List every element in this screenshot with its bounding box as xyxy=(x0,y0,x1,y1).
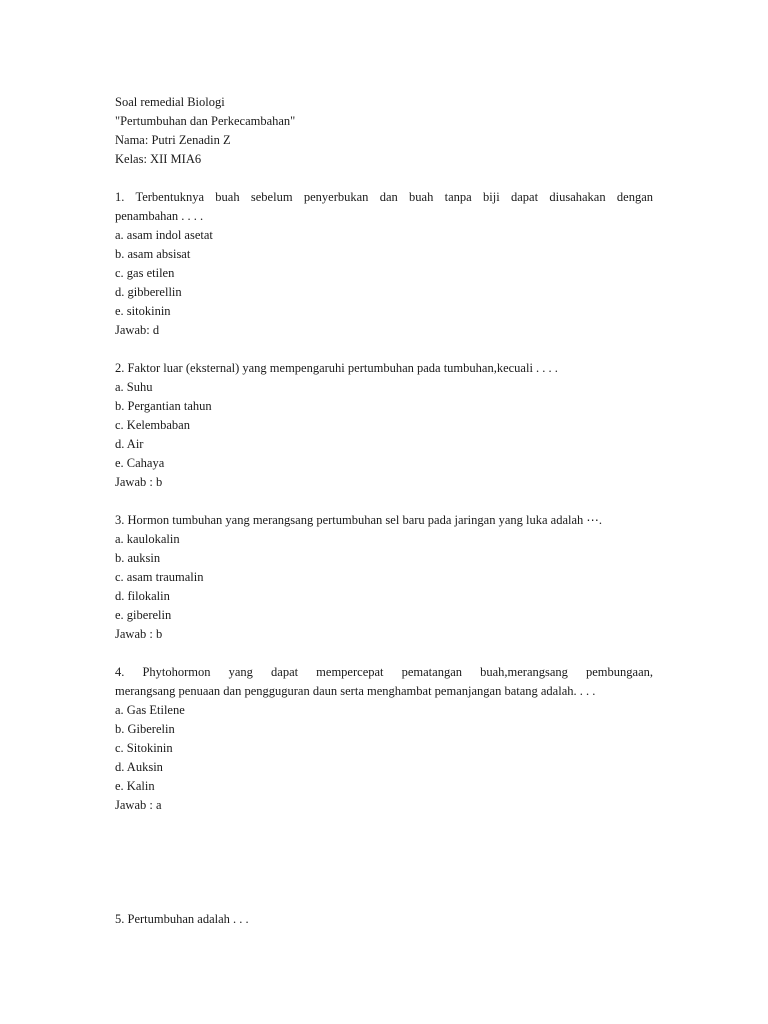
question-1-option-e: e. sitokinin xyxy=(115,304,171,318)
question-5-text: 5. Pertumbuhan adalah . . . xyxy=(115,912,249,926)
question-1-option-a: a. asam indol asetat xyxy=(115,228,213,242)
question-4-option-e: e. Kalin xyxy=(115,779,155,793)
doc-title: Soal remedial Biologi xyxy=(115,95,225,109)
question-3-option-b: b. auksin xyxy=(115,551,161,565)
question-3-option-c: c. asam traumalin xyxy=(115,570,204,584)
question-2-option-e: e. Cahaya xyxy=(115,456,165,470)
question-3-text: 3. Hormon tumbuhan yang merangsang pertumbuhan sel baru pada jaringan yang luka adalah ⋯. xyxy=(115,513,603,527)
question-4-option-d: d. Auksin xyxy=(115,760,163,774)
student-name: Nama: Putri Zenadin Z xyxy=(115,133,231,147)
question-1-answer: Jawab: d xyxy=(115,323,160,337)
question-4-option-b: b. Giberelin xyxy=(115,722,175,736)
question-4-text: 4. Phytohormon yang dapat mempercepat pematangan buah,merangsang pembungaan, xyxy=(115,665,653,679)
question-4-option-c: c. Sitokinin xyxy=(115,741,173,755)
document-page xyxy=(115,93,653,815)
spacer xyxy=(115,492,653,511)
question-1-option-d: d. gibberellin xyxy=(115,285,182,299)
question-2-answer: Jawab : b xyxy=(115,475,163,489)
question-2-option-c: c. Kelembaban xyxy=(115,418,190,432)
question-4-answer: Jawab : a xyxy=(115,798,162,812)
student-class: Kelas: XII MIA6 xyxy=(115,152,202,166)
doc-subtitle: "Pertumbuhan dan Perkecambahan" xyxy=(115,114,296,128)
question-2-option-a: a. Suhu xyxy=(115,380,153,394)
question-4-text-cont: merangsang penuaan dan pengguguran daun serta menghambat pemanjangan batang adalah. . . . xyxy=(115,684,596,698)
question-3-option-d: d. filokalin xyxy=(115,589,170,603)
question-3-option-a: a. kaulokalin xyxy=(115,532,180,546)
question-2-text: 2. Faktor luar (eksternal) yang mempengaruhi pertumbuhan pada tumbuhan,kecuali . . . . xyxy=(115,361,558,375)
question-1-text: 1. Terbentuknya buah sebelum penyerbukan dan buah tanpa biji dapat diusahakan dengan xyxy=(115,190,653,204)
question-1-option-b: b. asam absisat xyxy=(115,247,191,261)
question-4-option-a: a. Gas Etilene xyxy=(115,703,185,717)
question-2-option-b: b. Pergantian tahun xyxy=(115,399,212,413)
question-1-text-cont: penambahan . . . . xyxy=(115,209,204,223)
spacer xyxy=(115,644,653,663)
question-1-option-c: c. gas etilen xyxy=(115,266,175,280)
spacer xyxy=(115,340,653,359)
question-3-answer: Jawab : b xyxy=(115,627,163,641)
question-2-option-d: d. Air xyxy=(115,437,144,451)
spacer xyxy=(115,169,653,188)
question-3-option-e: e. giberelin xyxy=(115,608,172,622)
